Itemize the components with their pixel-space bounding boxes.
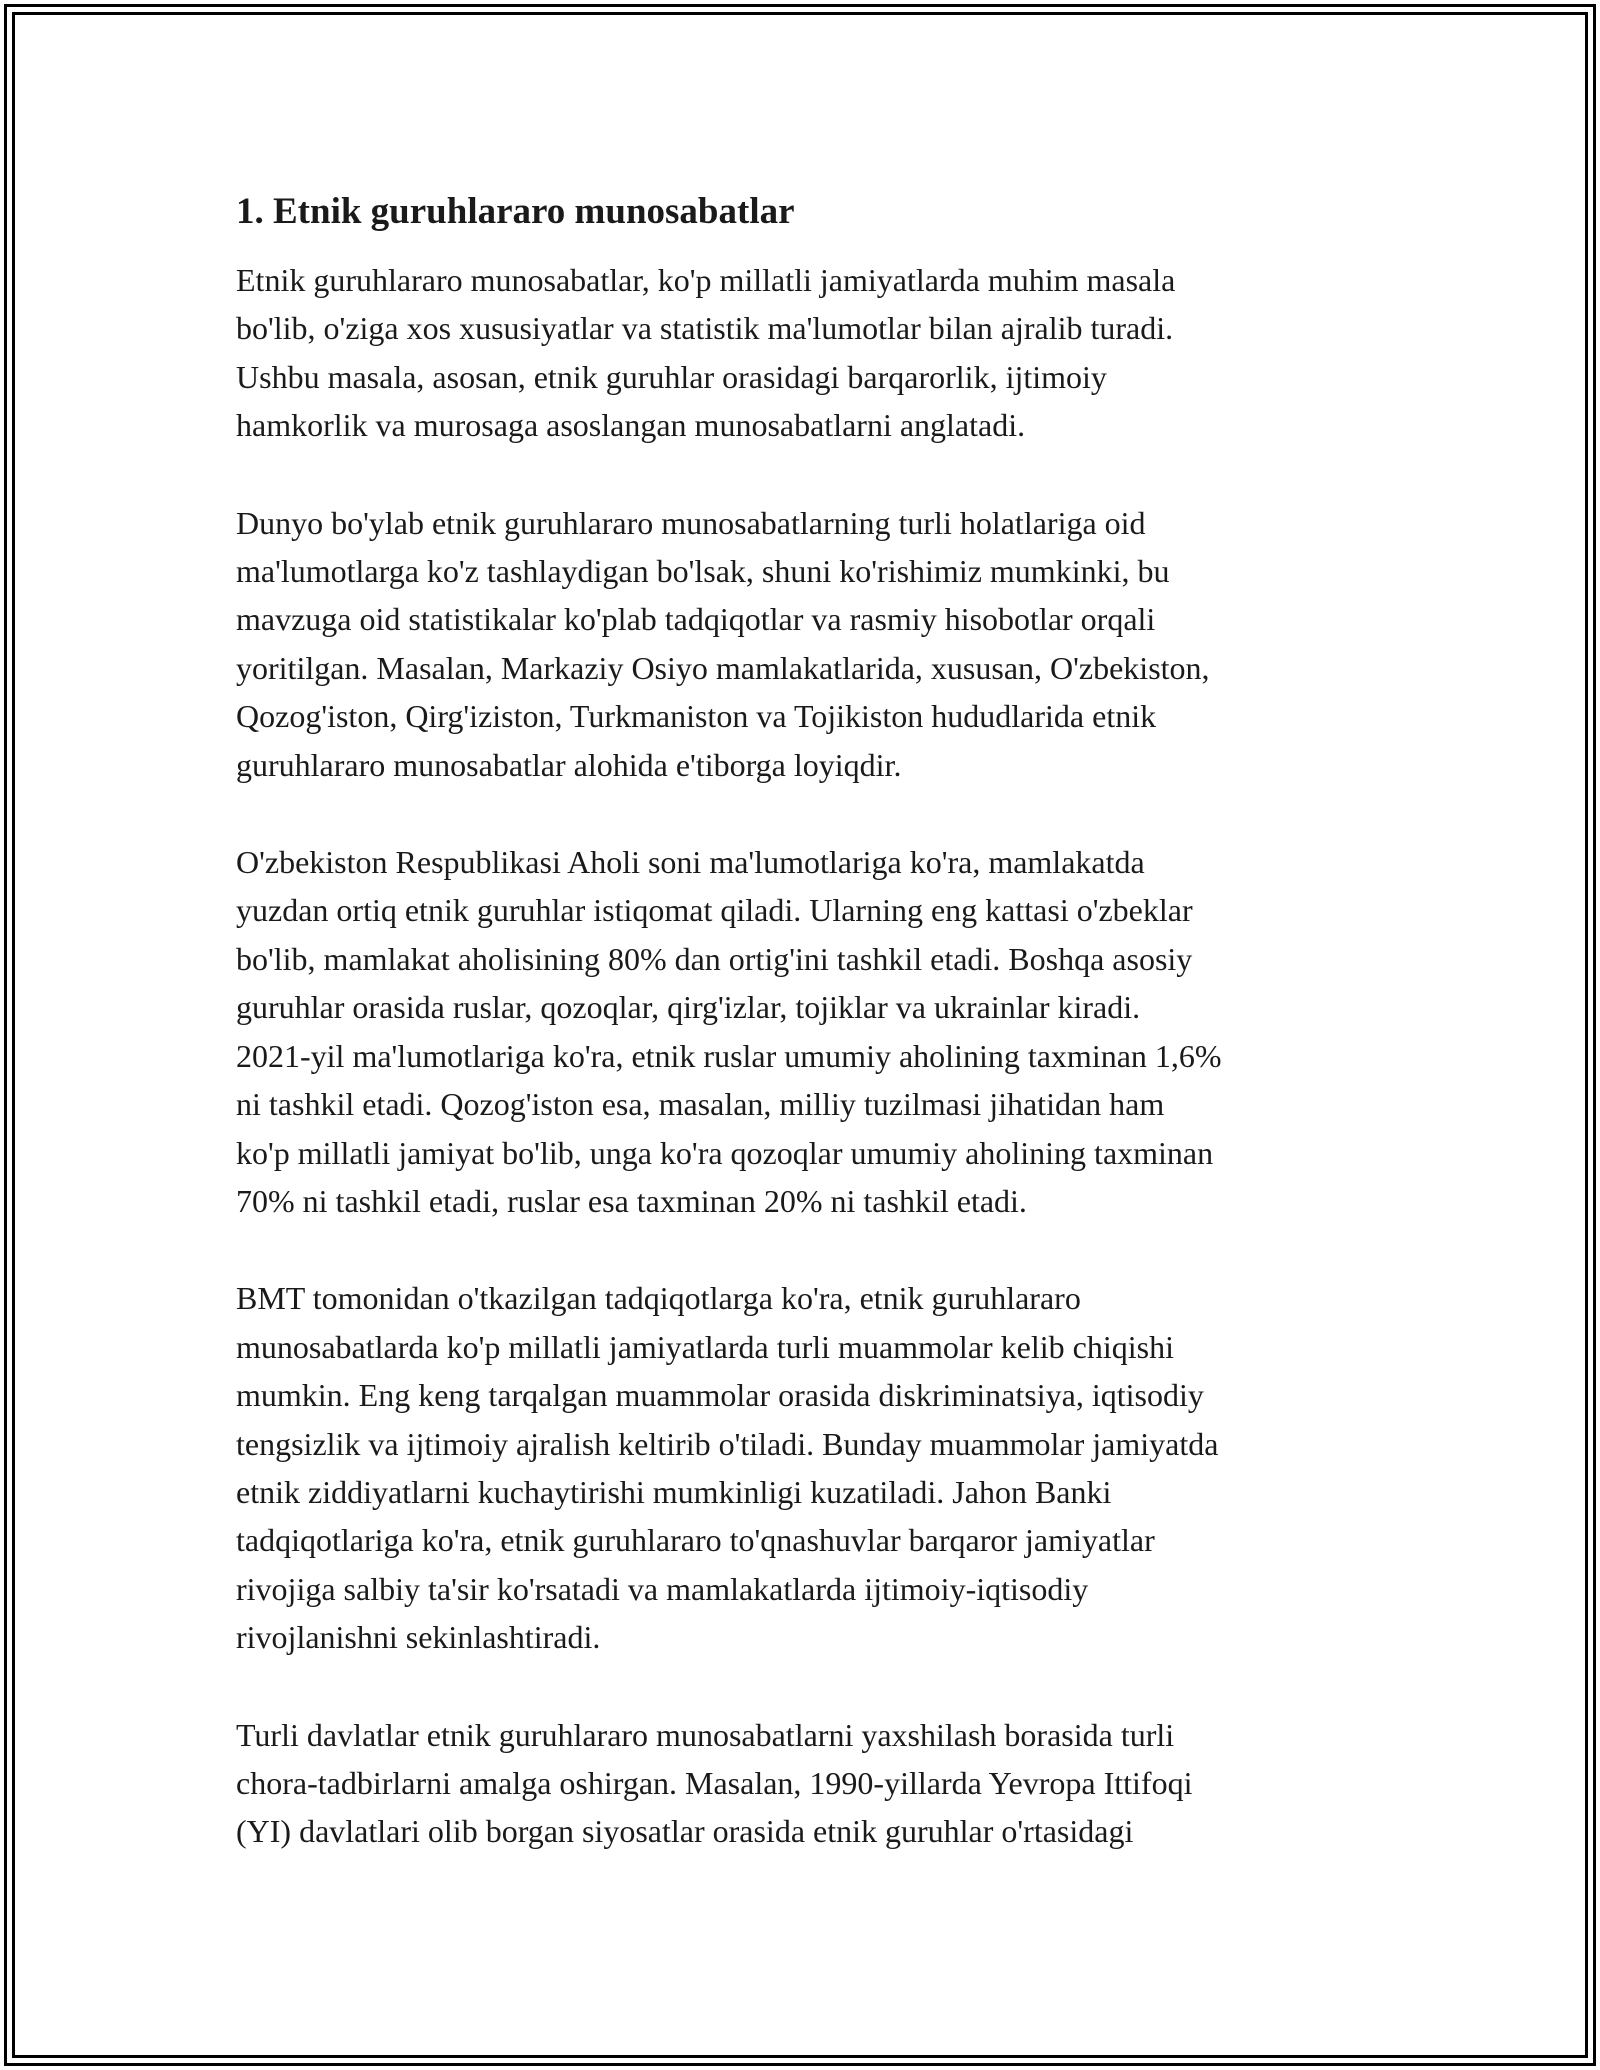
text-line: O'zbekiston Respublikasi Aholi soni ma'lumotlariga ko'ra, mamlakatda bbox=[236, 844, 1145, 881]
paragraph-2 bbox=[236, 499, 1386, 789]
document-body bbox=[236, 188, 1386, 1905]
text-line: yuzdan ortiq etnik guruhlar istiqomat qiladi. Ularning eng kattasi o'zbeklar bbox=[236, 892, 1193, 929]
text-line: 2021-yil ma'lumotlariga ko'ra, etnik ruslar umumiy aholining taxminan 1,6% bbox=[236, 1037, 1222, 1074]
text-line: 70% ni tashkil etadi, ruslar esa taxminan 20% ni tashkil etadi. bbox=[236, 1182, 1027, 1219]
text-line: Qozog'iston, Qirg'iziston, Turkmaniston va Tojikiston hududlarida etnik bbox=[236, 698, 1157, 735]
text-line: guruhlararo munosabatlar alohida e'tiborga loyiqdir. bbox=[236, 746, 902, 783]
text-line: bo'lib, o'ziga xos xususiyatlar va statistik ma'lumotlar bilan ajralib turadi. bbox=[236, 310, 1174, 347]
text-line: guruhlar orasida ruslar, qozoqlar, qirg'izlar, tojiklar va ukrainlar kiradi. bbox=[236, 989, 1141, 1026]
text-line: Etnik guruhlararo munosabatlar, ko'p millatli jamiyatlarda muhim masala bbox=[236, 262, 1176, 298]
text-line: Dunyo bo'ylab etnik guruhlararo munosabatlarning turli holatlariga oid bbox=[236, 504, 1146, 541]
section-heading: 1. Etnik guruhlararo munosabatlar bbox=[236, 191, 795, 232]
text-line: bo'lib, mamlakat aholisining 80% dan ortig'ini tashkil etadi. Boshqa asosiy bbox=[236, 940, 1193, 977]
text-line: munosabatlarda ko'p millatli jamiyatlarda turli muammolar kelib chiqishi bbox=[236, 1328, 1174, 1365]
text-line: etnik ziddiyatlarni kuchaytirishi mumkinligi kuzatiladi. Jahon Banki bbox=[236, 1473, 1112, 1510]
text-line: yoritilgan. Masalan, Markaziy Osiyo mamlakatlarida, xususan, O'zbekiston, bbox=[236, 649, 1210, 686]
text-line: hamkorlik va murosaga asoslangan munosabatlarni anglatadi. bbox=[236, 407, 1026, 444]
text-line: mavzuga oid statistikalar ko'plab tadqiqotlar va rasmiy hisobotlar orqali bbox=[236, 601, 1156, 638]
text-line: Ushbu masala, asosan, etnik guruhlar orasidagi barqarorlik, ijtimoiy bbox=[236, 358, 1107, 395]
paragraph-5 bbox=[236, 1711, 1386, 1856]
text-line: ma'lumotlarga ko'z tashlaydigan bo'lsak, shuni ko'rishimiz mumkinki, bu bbox=[236, 553, 1170, 590]
text-line: mumkin. Eng keng tarqalgan muammolar orasida diskriminatsiya, iqtisodiy bbox=[236, 1377, 1204, 1414]
text-line: chora-tadbirlarni amalga oshirgan. Masalan, 1990-yillarda Yevropa Ittifoqi bbox=[236, 1764, 1193, 1801]
text-line: tengsizlik va ijtimoiy ajralish keltirib o'tiladi. Bunday muammolar jamiyatda bbox=[236, 1425, 1219, 1462]
text-line: ko'p millatli jamiyat bo'lib, unga ko'ra qozoqlar umumiy aholining taxminan bbox=[236, 1134, 1214, 1171]
paragraph-1 bbox=[236, 256, 1386, 450]
text-line: BMT tomonidan o'tkazilgan tadqiqotlarga ko'ra, etnik guruhlararo bbox=[236, 1280, 1081, 1317]
paragraph-4 bbox=[236, 1274, 1386, 1661]
text-line: Turli davlatlar etnik guruhlararo munosabatlarni yaxshilash borasida turli bbox=[236, 1716, 1175, 1753]
text-line: rivojiga salbiy ta'sir ko'rsatadi va mamlakatlarda ijtimoiy-iqtisodiy bbox=[236, 1570, 1089, 1607]
text-line: rivojlanishni sekinlashtiradi. bbox=[236, 1619, 601, 1656]
text-line: (YI) davlatlari olib borgan siyosatlar orasida etnik guruhlar o'rtasidagi bbox=[236, 1813, 1134, 1850]
text-line: ni tashkil etadi. Qozog'iston esa, masalan, milliy tuzilmasi jihatidan ham bbox=[236, 1086, 1165, 1123]
paragraph-3 bbox=[236, 838, 1386, 1225]
text-line: tadqiqotlariga ko'ra, etnik guruhlararo to'qnashuvlar barqaror jamiyatlar bbox=[236, 1522, 1155, 1559]
